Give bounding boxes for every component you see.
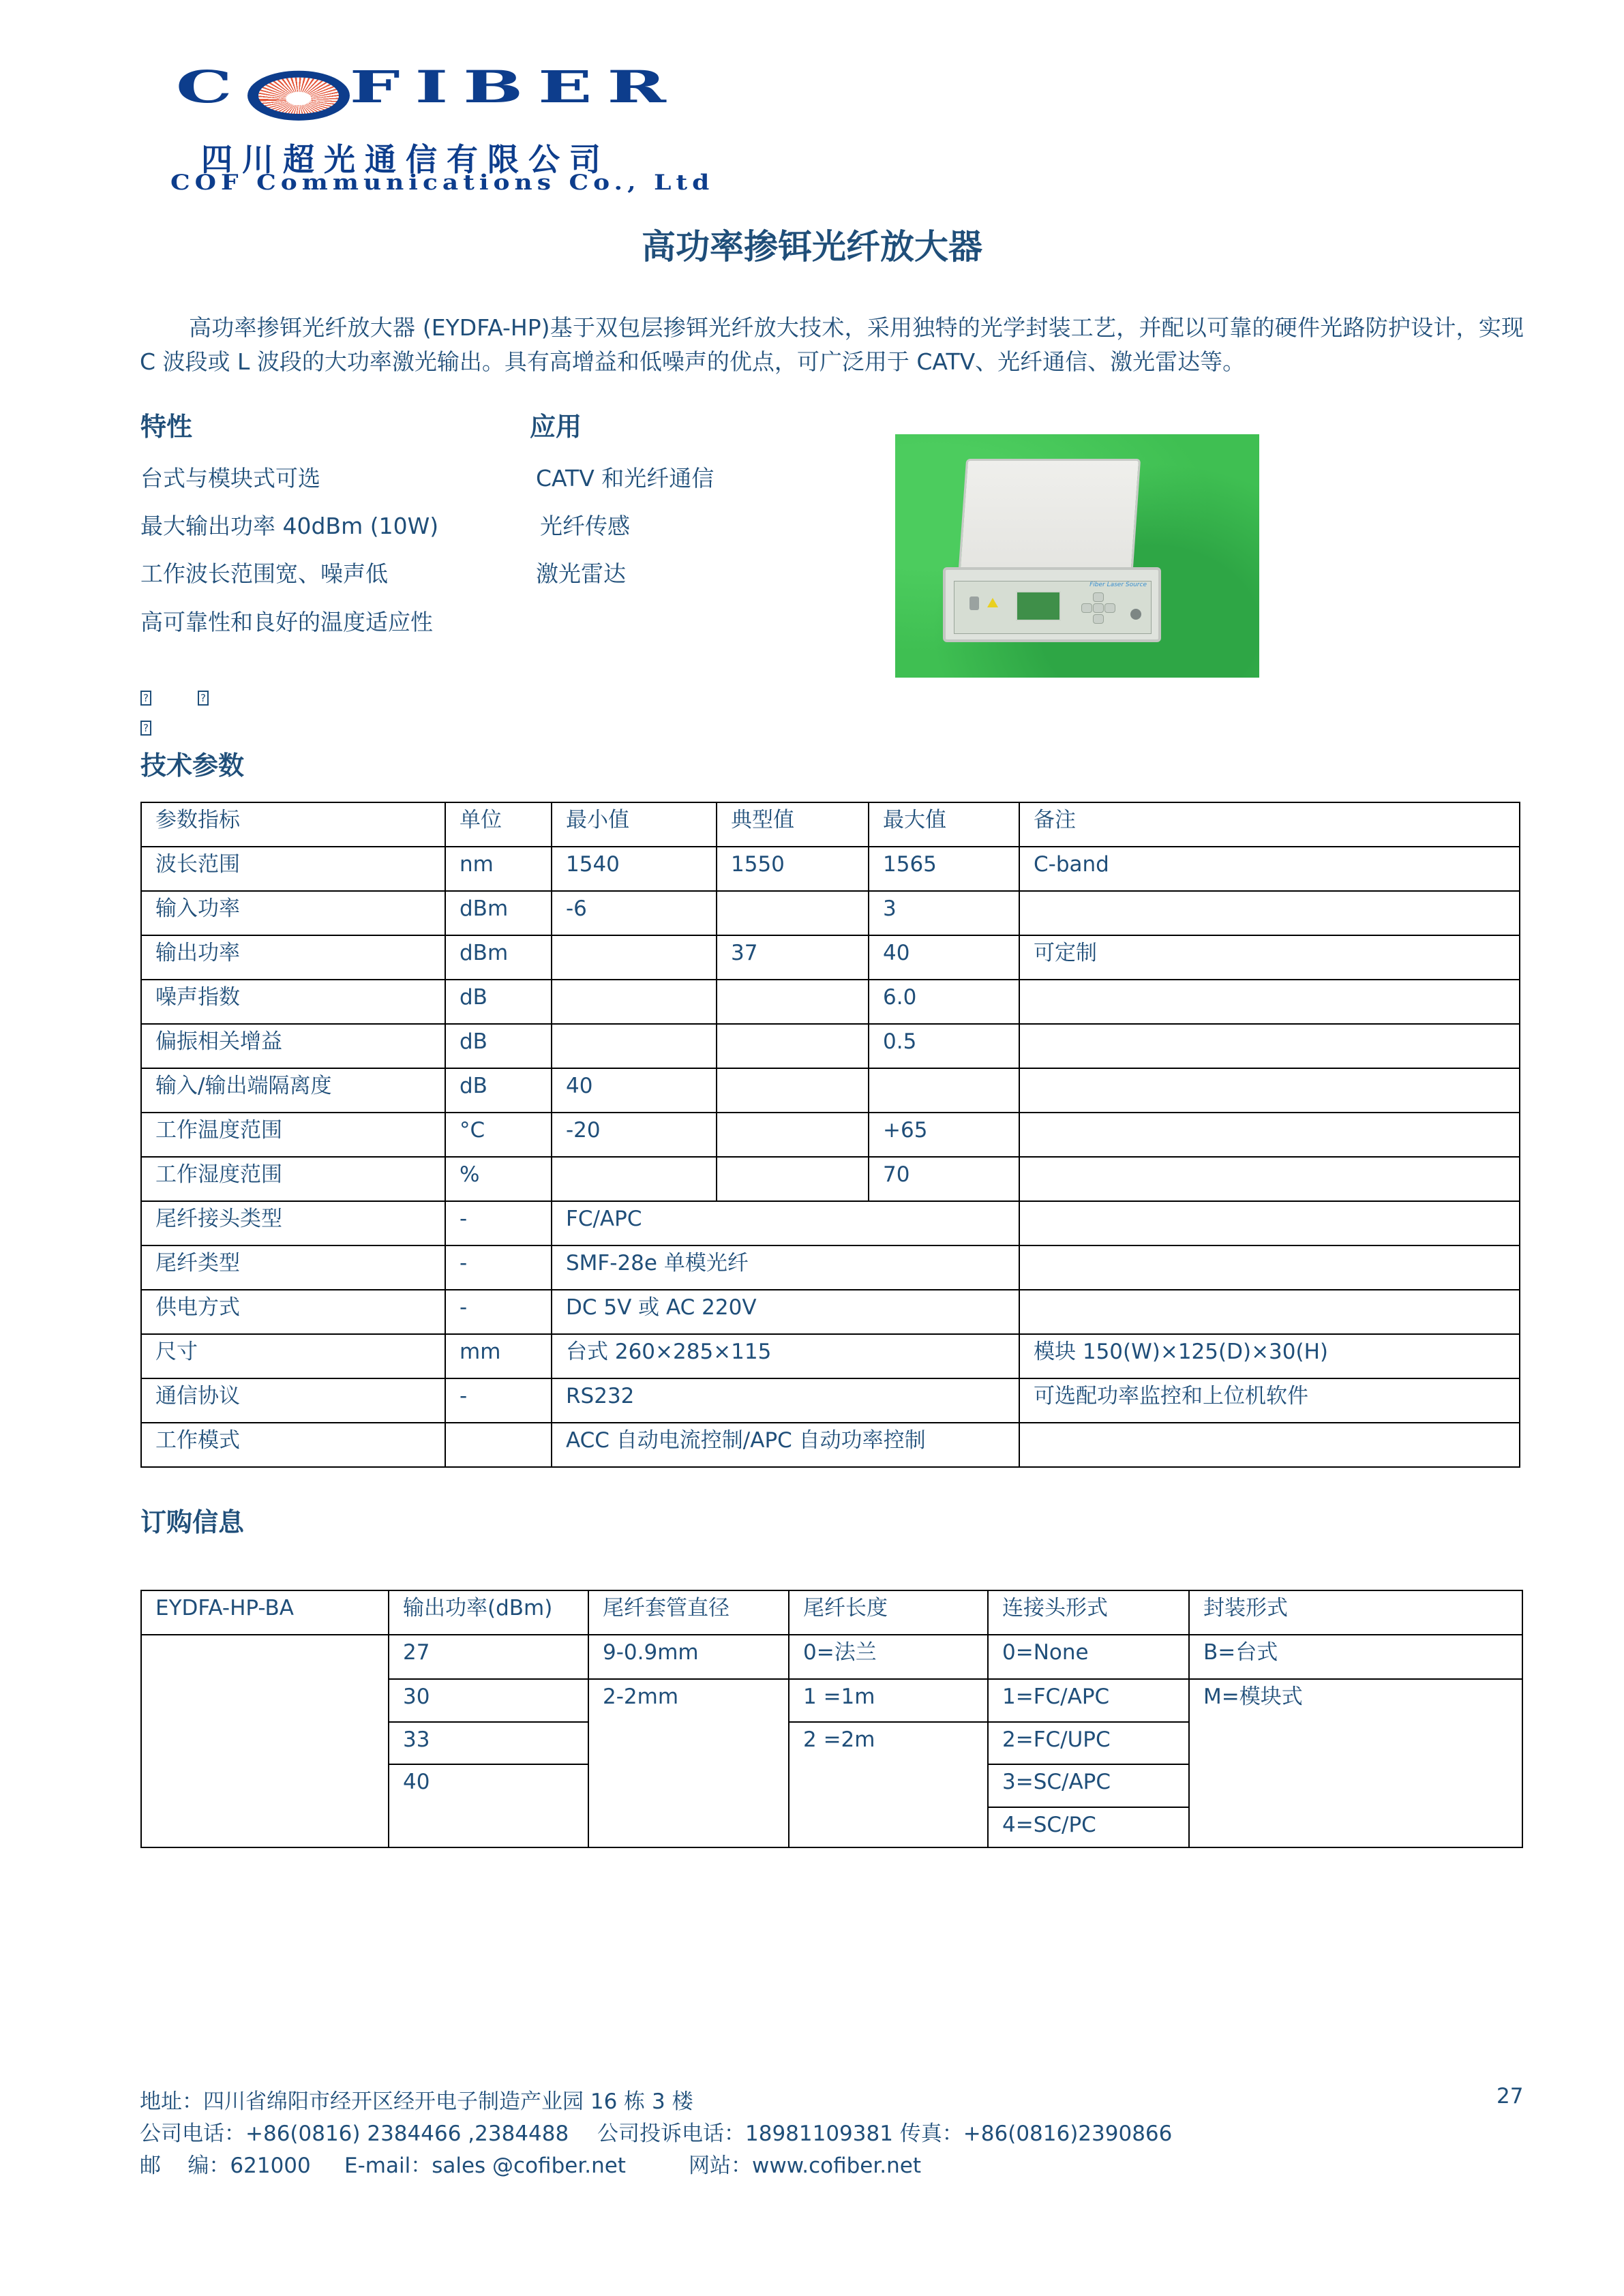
product-photo	[895, 434, 1259, 678]
value-cell: ACC 自动电流控制/APC 自动功率控制	[552, 1423, 1019, 1467]
table-row	[141, 1423, 1520, 1467]
table-row	[141, 1201, 1520, 1245]
table-row	[141, 1635, 1522, 1679]
logo-company-cn: 四川超光通信有限公司	[201, 141, 610, 178]
footer-complaint-fax: 公司投诉电话：18981109381 传真：+86(0816)2390866	[597, 2121, 1173, 2146]
min-cell	[552, 1157, 717, 1201]
connector-option: 0=None	[988, 1635, 1189, 1679]
unit-cell: dB	[445, 980, 552, 1024]
connector-option: 2=FC/UPC	[988, 1722, 1189, 1764]
model-code: EYDFA-HP-BA	[141, 1590, 389, 1635]
column-header: 参数指标	[141, 802, 445, 847]
unit-cell: dBm	[445, 935, 552, 980]
ordering-table	[140, 1590, 1523, 1848]
min-cell: -20	[552, 1113, 717, 1157]
param-cell: 噪声指数	[141, 980, 445, 1024]
table-row	[141, 1024, 1520, 1068]
device-panel-label: Fiber Laser Source	[1089, 581, 1147, 588]
footer-phone: 公司电话：+86(0816) 2384466 ,2384488	[140, 2121, 569, 2146]
sleeve-option: 2-2mm	[588, 1679, 789, 1847]
max-cell: 40	[869, 935, 1019, 980]
features-heading: 特性	[140, 412, 193, 442]
typ-cell: 37	[717, 935, 869, 980]
min-cell: -6	[552, 891, 717, 935]
note-cell	[1019, 1113, 1520, 1157]
table-row	[141, 1157, 1520, 1201]
unit-cell: dB	[445, 1068, 552, 1113]
table-header-row	[141, 802, 1520, 847]
arrow-right-key-icon	[1104, 603, 1115, 613]
column-header: 最小值	[552, 802, 717, 847]
note-cell	[1019, 1201, 1520, 1245]
column-header: 备注	[1019, 802, 1520, 847]
min-cell	[552, 935, 717, 980]
param-cell: 通信协议	[141, 1378, 445, 1423]
specs-heading: 技术参数	[140, 751, 245, 781]
connector-option: 1=FC/APC	[988, 1679, 1189, 1722]
max-cell: 1565	[869, 847, 1019, 891]
company-logo	[170, 61, 852, 198]
param-cell: 输入功率	[141, 891, 445, 935]
arrow-down-key-icon	[1093, 614, 1104, 624]
footer-postcode: 邮 编：621000	[140, 2154, 311, 2178]
note-cell: C-band	[1019, 847, 1520, 891]
note-cell: 模块 150(W)×125(D)×30(H)	[1019, 1334, 1520, 1378]
param-cell: 工作湿度范围	[141, 1157, 445, 1201]
fiber-port-icon	[969, 596, 979, 610]
typ-cell	[717, 891, 869, 935]
typ-cell	[717, 1024, 869, 1068]
note-cell	[1019, 1423, 1520, 1467]
empty-cell	[141, 1635, 389, 1847]
missing-glyph-icon: ?	[140, 691, 151, 706]
note-cell	[1019, 1245, 1520, 1290]
param-cell: 输出功率	[141, 935, 445, 980]
max-cell: 70	[869, 1157, 1019, 1201]
table-row	[141, 980, 1520, 1024]
footer-website[interactable]: 网站：www.cofiber.net	[689, 2154, 921, 2178]
table-row	[141, 1113, 1520, 1157]
sleeve-option: 9-0.9mm	[588, 1635, 789, 1679]
missing-glyph-icon: ?	[140, 721, 151, 736]
min-cell	[552, 1024, 717, 1068]
unit-cell: dBm	[445, 891, 552, 935]
note-cell	[1019, 1068, 1520, 1113]
column-header: 输出功率(dBm)	[389, 1590, 588, 1635]
unit-cell: nm	[445, 847, 552, 891]
ordering-heading: 订购信息	[140, 1507, 245, 1537]
max-cell: 6.0	[869, 980, 1019, 1024]
device-display	[1016, 591, 1061, 621]
feature-item: 高可靠性和良好的温度适应性	[140, 609, 433, 635]
unit-cell: °C	[445, 1113, 552, 1157]
typ-cell	[717, 1068, 869, 1113]
intro-paragraph: 高功率掺铒光纤放大器 (EYDFA-HP)基于双包层掺铒光纤放大技术，采用独特的光学封装工艺，并配以可靠的硬件光路防护设计，实现 C 波段或 L 波段的大功率激光输出。具有高增益和低噪声的优点，可广泛用于 CATV、光纤通信、激光雷达等。	[140, 314, 1524, 375]
param-cell: 输入/输出端隔离度	[141, 1068, 445, 1113]
note-cell	[1019, 891, 1520, 935]
param-cell: 工作温度范围	[141, 1113, 445, 1157]
feature-item: 工作波长范围宽、噪声低	[140, 560, 388, 587]
table-row	[141, 1378, 1520, 1423]
note-cell	[1019, 1024, 1520, 1068]
table-row	[141, 1245, 1520, 1290]
output-power-option: 40	[389, 1764, 588, 1847]
typ-cell	[717, 980, 869, 1024]
laser-warning-icon	[987, 598, 998, 607]
arrow-up-key-icon	[1093, 592, 1104, 602]
max-cell: 3	[869, 891, 1019, 935]
unit-cell: %	[445, 1157, 552, 1201]
max-cell	[869, 1068, 1019, 1113]
typ-cell	[717, 1157, 869, 1201]
output-power-option: 33	[389, 1722, 588, 1764]
column-header: 单位	[445, 802, 552, 847]
column-header: 封装形式	[1189, 1590, 1522, 1635]
note-cell	[1019, 1290, 1520, 1334]
note-cell	[1019, 980, 1520, 1024]
connector-option: 3=SC/APC	[988, 1764, 1189, 1807]
table-row	[141, 891, 1520, 935]
column-header: 最大值	[869, 802, 1019, 847]
logo-letters-fiber: FIBER	[349, 61, 681, 113]
page-title: 高功率掺铒光纤放大器	[642, 227, 982, 267]
device-front-panel	[943, 567, 1161, 642]
unit-cell: -	[445, 1290, 552, 1334]
package-option: B=台式	[1189, 1635, 1522, 1679]
applications-heading: 应用	[530, 412, 582, 442]
unit-cell: -	[445, 1378, 552, 1423]
value-cell: FC/APC	[552, 1201, 1019, 1245]
typ-cell: 1550	[717, 847, 869, 891]
column-header: 连接头形式	[988, 1590, 1189, 1635]
min-cell: 1540	[552, 847, 717, 891]
output-power-option: 27	[389, 1635, 588, 1679]
page-number: 27	[1497, 2084, 1524, 2109]
min-cell	[552, 980, 717, 1024]
param-cell: 尺寸	[141, 1334, 445, 1378]
application-item: 光纤传感	[540, 513, 630, 539]
column-header: 尾纤长度	[789, 1590, 988, 1635]
param-cell: 工作模式	[141, 1423, 445, 1467]
logo-wordmark	[176, 61, 851, 113]
note-cell: 可定制	[1019, 935, 1520, 980]
value-cell: RS232	[552, 1378, 1019, 1423]
logo-company-en: COF Communications Co., Ltd	[170, 170, 715, 195]
sun-icon	[247, 71, 350, 121]
table-header-row	[141, 1590, 1522, 1635]
fiber-length-option: 0=法兰	[789, 1635, 988, 1679]
table-row	[141, 1068, 1520, 1113]
value-cell: 台式 260×285×115	[552, 1334, 1019, 1378]
table-row	[141, 1334, 1520, 1378]
package-option: M=模块式	[1189, 1679, 1522, 1847]
footer-address: 地址：四川省绵阳市经开区经开电子制造产业园 16 栋 3 楼	[140, 2089, 693, 2114]
unit-cell: -	[445, 1201, 552, 1245]
min-cell: 40	[552, 1068, 717, 1113]
column-header: 尾纤套管直径	[588, 1590, 789, 1635]
specs-table	[140, 802, 1520, 1468]
logo-letter-c: C	[176, 61, 247, 113]
max-cell: 0.5	[869, 1024, 1019, 1068]
fiber-length-option: 2 =2m	[789, 1722, 988, 1847]
param-cell: 偏振相关增益	[141, 1024, 445, 1068]
application-item: CATV 和光纤通信	[536, 465, 715, 492]
param-cell: 波长范围	[141, 847, 445, 891]
power-key-icon	[1130, 609, 1141, 620]
param-cell: 尾纤类型	[141, 1245, 445, 1290]
param-cell: 尾纤接头类型	[141, 1201, 445, 1245]
unit-cell: -	[445, 1245, 552, 1290]
application-item: 激光雷达	[536, 560, 626, 587]
column-header: 典型值	[717, 802, 869, 847]
connector-option: 4=SC/PC	[988, 1807, 1189, 1847]
device-control-panel	[954, 581, 1152, 634]
param-cell: 供电方式	[141, 1290, 445, 1334]
table-row	[141, 1290, 1520, 1334]
missing-glyph-icon: ?	[198, 691, 209, 706]
table-row	[141, 935, 1520, 980]
note-cell	[1019, 1157, 1520, 1201]
max-cell: +65	[869, 1113, 1019, 1157]
unit-cell	[445, 1423, 552, 1467]
arrow-left-key-icon	[1081, 603, 1092, 613]
output-power-option: 30	[389, 1679, 588, 1722]
feature-item: 最大输出功率 40dBm (10W)	[140, 513, 439, 539]
typ-cell	[717, 1113, 869, 1157]
center-key-icon	[1093, 603, 1104, 613]
value-cell: SMF-28e 单模光纤	[552, 1245, 1019, 1290]
feature-item: 台式与模块式可选	[140, 465, 320, 492]
value-cell: DC 5V 或 AC 220V	[552, 1290, 1019, 1334]
unit-cell: mm	[445, 1334, 552, 1378]
unit-cell: dB	[445, 1024, 552, 1068]
fiber-length-option: 1 =1m	[789, 1679, 988, 1722]
note-cell: 可选配功率监控和上位机软件	[1019, 1378, 1520, 1423]
device-top-cover	[958, 459, 1141, 579]
table-row	[141, 847, 1520, 891]
footer-email[interactable]: E-mail：sales @cofiber.net	[344, 2154, 626, 2178]
